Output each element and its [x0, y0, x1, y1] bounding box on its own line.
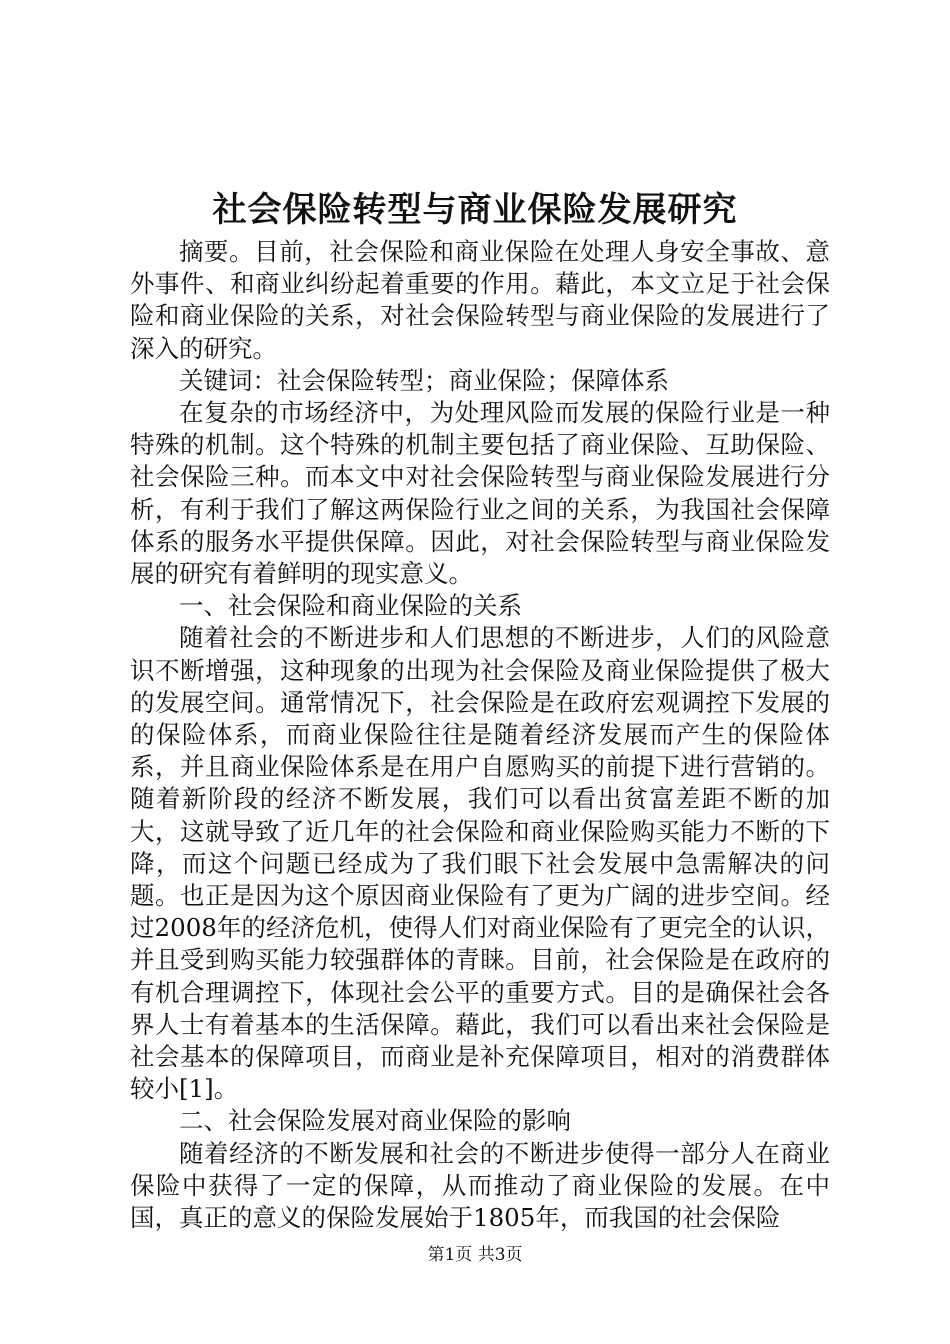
document-body [130, 236, 830, 1234]
section-1-paragraph: 随着社会的不断进步和人们思想的不断进步，人们的风险意识不断增强，这种现象的出现为社会保险及商业保险提供了极大的发展空间。通常情况下，社会保险是在政府宏观调控下发展的的保险体系，而商业保险往往是随着经济发展而产生的保险体系，并且商业保险体系是在用户自愿购买的前提下进行营销的。随着新阶段的经济不断发展，我们可以看出贫富差距不断的加大，这就导致了近几年的社会保险和商业保险购买能力不断的下降，而这个问题已经成为了我们眼下社会发展中急需解决的问题。也正是因为这个原因商业保险有了更为广阔的进步空间。经过2008年的经济危机，使得人们对商业保险有了更完全的认识，并且受到购买能力较强群体的青睐。目前，社会保险是在政府的有机合理调控下，体现社会公平的重要方式。目的是确保社会各界人士有着基本的生活保障。藉此，我们可以看出来社会保险是社会基本的保障项目，而商业是补充保障项目，相对的消费群体较小[1]。 [130, 623, 830, 1104]
document-title: 社会保险转型与商业保险发展研究 [212, 190, 738, 230]
section-2-paragraph: 随着经济的不断发展和社会的不断进步使得一部分人在商业保险中获得了一定的保障，从而推动了商业保险的发展。在中国，真正的意义的保险发展始于1805年，而我国的社会保险 [130, 1138, 830, 1233]
intro-paragraph: 在复杂的市场经济中，为处理风险而发展的保险行业是一种特殊的机制。这个特殊的机制主要包括了商业保险、互助保险、社会保险三种。而本文中对社会保险转型与商业保险发展进行分析，有利于我们了解这两保险行业之间的关系，为我国社会保障体系的服务水平提供保障。因此，对社会保险转型与商业保险发展的研究有着鲜明的现实意义。 [130, 398, 830, 589]
abstract-paragraph: 摘要。目前，社会保险和商业保险在处理人身安全事故、意外事件、和商业纠纷起着重要的作用。藉此，本文立足于社会保险和商业保险的关系，对社会保险转型与商业保险的发展进行了深入的研究。 [130, 237, 830, 363]
keywords-line: 关键词：社会保险转型；商业保险；保障体系 [179, 365, 669, 395]
section-1-heading: 一、社会保险和商业保险的关系 [179, 591, 522, 621]
page-footer: 第1页 共3页 [427, 1245, 523, 1265]
section-2-heading: 二、社会保险发展对商业保险的影响 [179, 1106, 571, 1136]
